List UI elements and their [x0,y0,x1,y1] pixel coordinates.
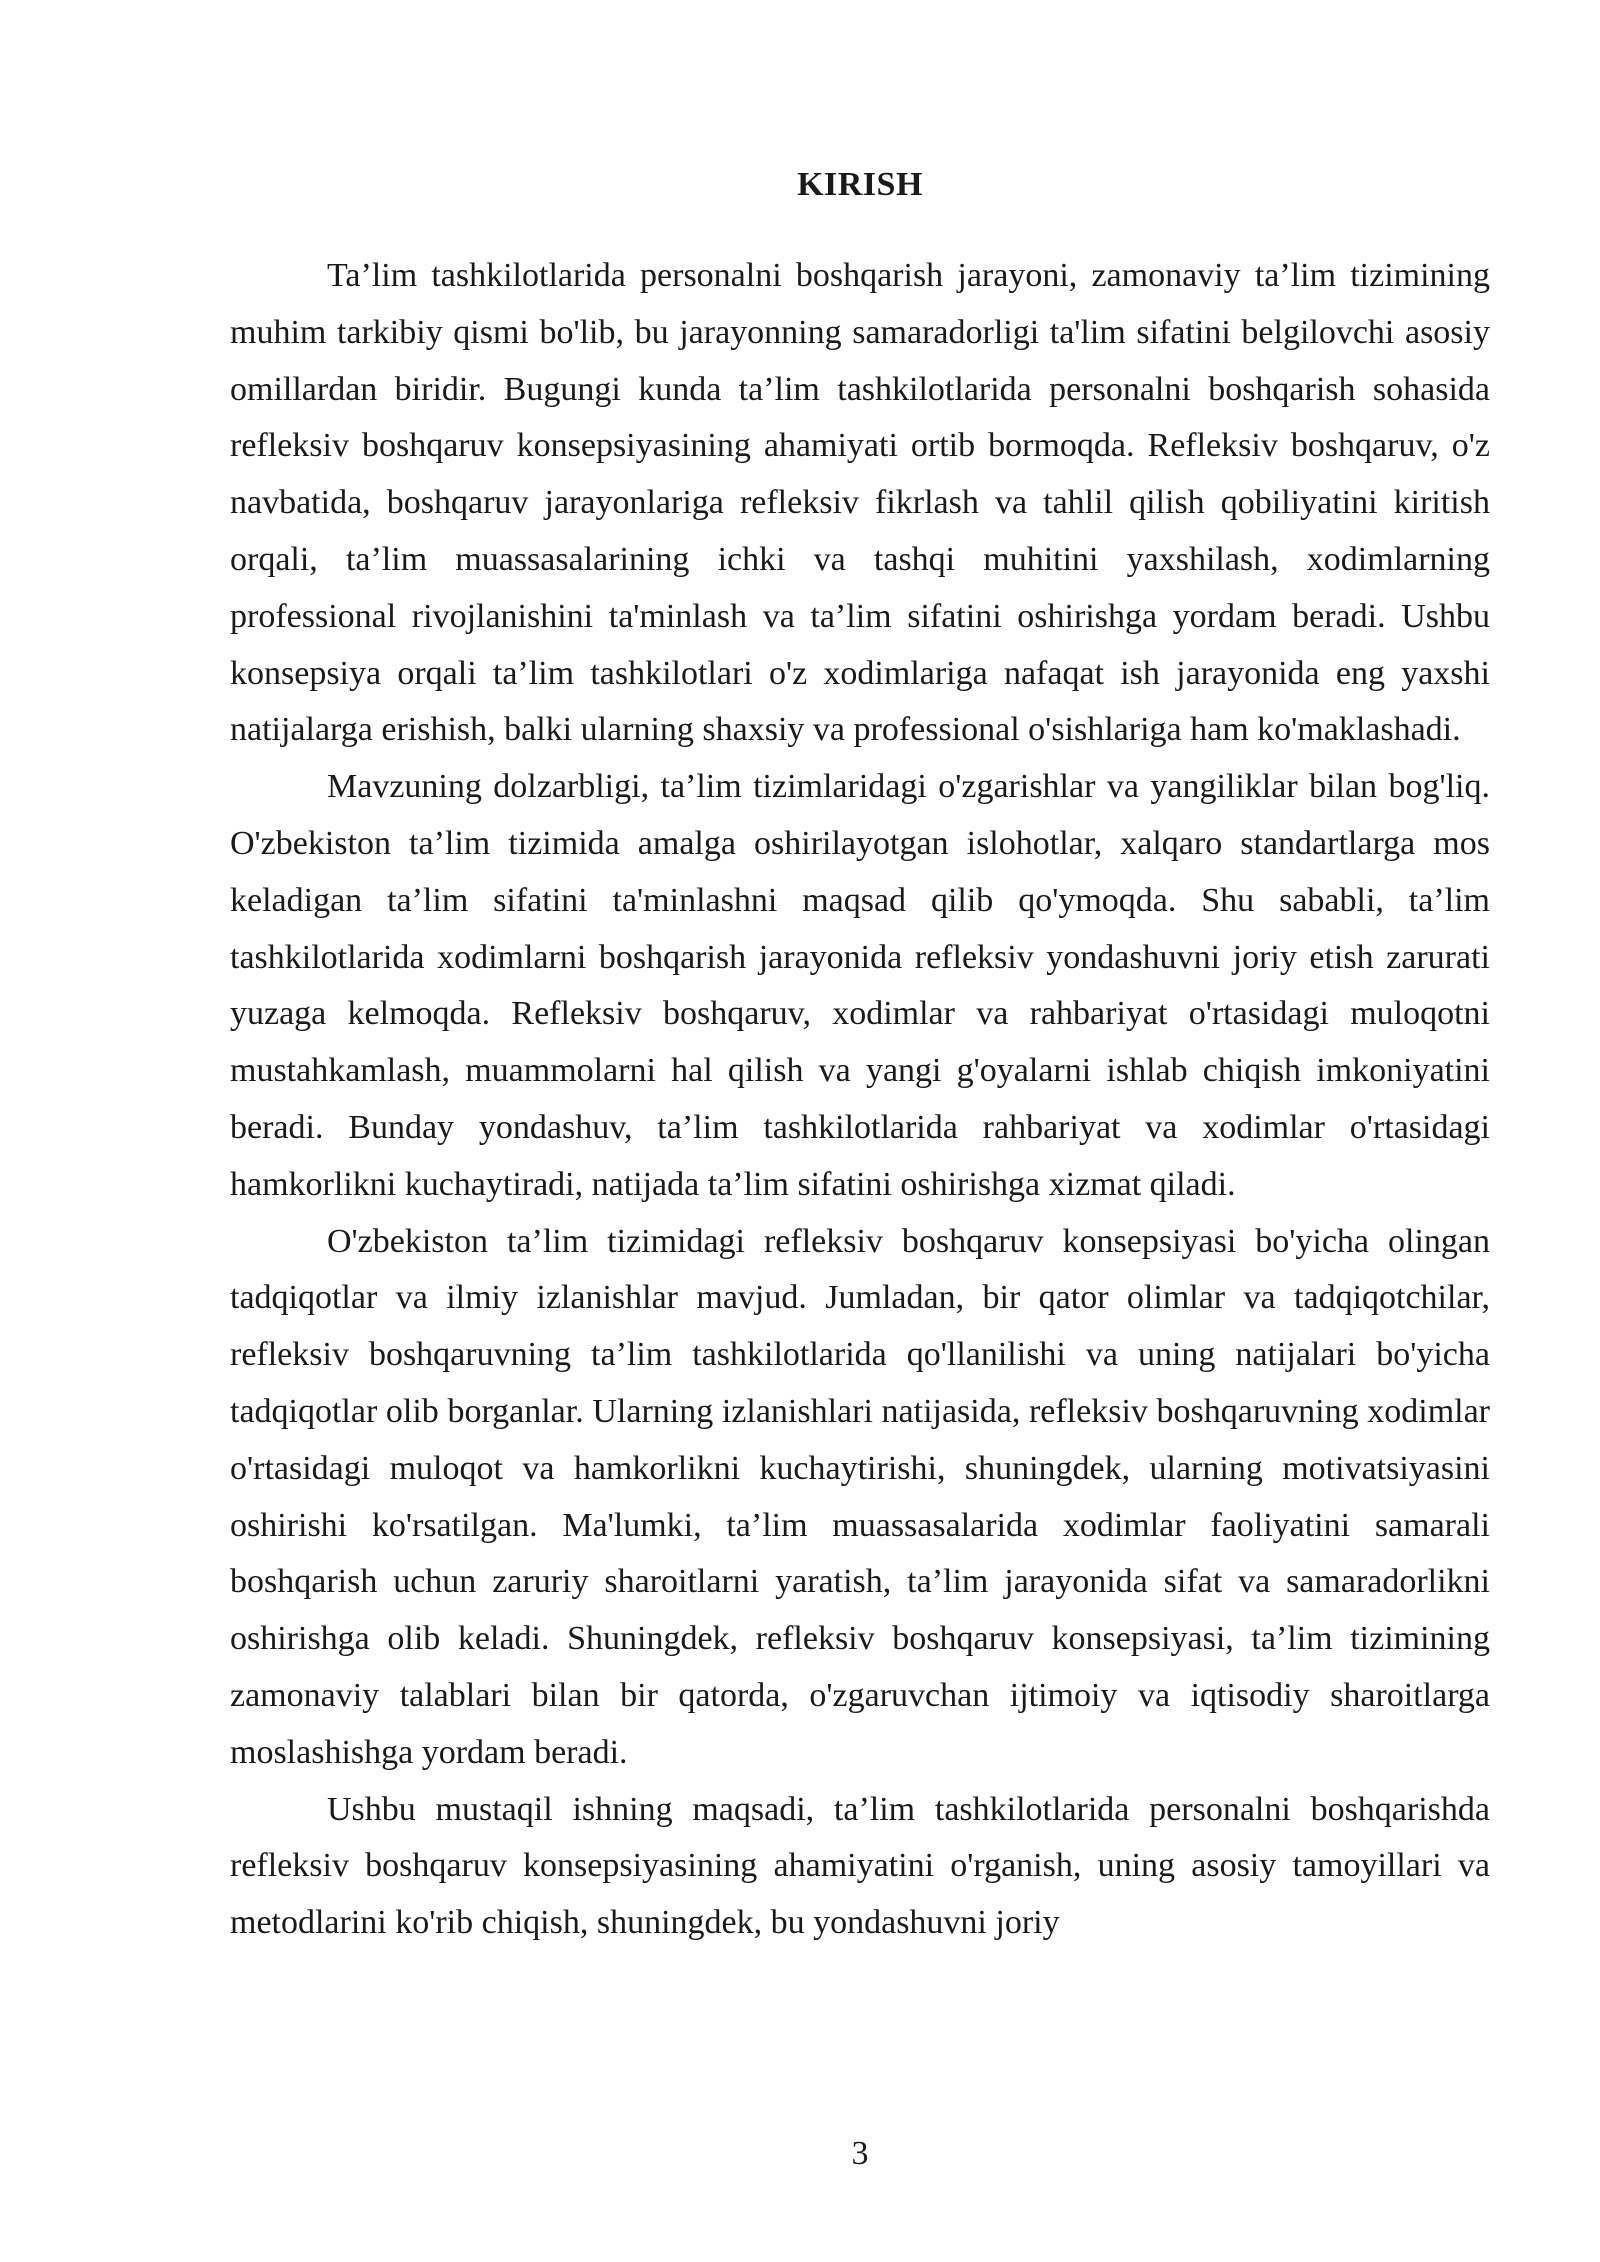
paragraph-1: Ta’lim tashkilotlarida personalni boshqarish jarayoni, zamonaviy ta’lim tizimining muhim tarkibiy qismi bo'lib, bu jarayonning samaradorligi ta'lim sifatini belgilovchi asosiy omillardan biridir. Bugungi kunda ta’lim tashkilotlarida personalni boshqarish sohasida refleksiv boshqaruv konsepsiyasining ahamiyati ortib bormoqda. Refleksiv boshqaruv, o'z navbatida, boshqaruv jarayonlariga refleksiv fikrlash va tahlil qilish qobiliyatini kiritish orqali, ta’lim muassasalarining ichki va tashqi muhitini yaxshilash, xodimlarning professional rivojlanishini ta'minlash va ta’lim sifatini oshirishga yordam beradi. Ushbu konsepsiya orqali ta’lim tashkilotlari o'z xodimlariga nafaqat ish jarayonida eng yaxshi natijalarga erishish, balki ularning shaxsiy va professional o'sishlariga ham ko'maklashadi. [230,257,1490,749]
page-number: 3 [851,2135,869,2172]
paragraph-2: Mavzuning dolzarbligi, ta’lim tizimlaridagi o'zgarishlar va yangiliklar bilan bog'liq. O'zbekiston ta’lim tizimida amalga oshirilayotgan islohotlar, xalqaro standartlarga mos keladigan ta’lim sifatini ta'minlashni maqsad qilib qo'ymoqda. Shu sababli, ta’lim tashkilotlarida xodimlarni boshqarish jarayonida refleksiv yondashuvni joriy etish zarurati yuzaga kelmoqda. Refleksiv boshqaruv, xodimlar va rahbariyat o'rtasidagi muloqotni mustahkamlash, muammolarni hal qilish va yangi g'oyalarni ishlab chiqish imkoniyatini beradi. Bunday yondashuv, ta’lim tashkilotlarida rahbariyat va xodimlar o'rtasidagi hamkorlikni kuchaytiradi, natijada ta’lim sifatini oshirishga xizmat qiladi. [230,768,1490,1203]
section-heading: KIRISH [797,166,923,203]
body-text [230,248,1490,1952]
paragraph-4: Ushbu mustaqil ishning maqsadi, ta’lim tashkilotlarida personalni boshqarishda refleksiv boshqaruv konsepsiyasining ahamiyatini o'rganish, uning asosiy tamoyillari va metodlarini ko'rib chiqish, shuningdek, bu yondashuvni joriy [230,1790,1490,1942]
paragraph-3: O'zbekiston ta’lim tizimidagi refleksiv boshqaruv konsepsiyasi bo'yicha olingan tadqiqotlar va ilmiy izlanishlar mavjud. Jumladan, bir qator olimlar va tadqiqotchilar, refleksiv boshqaruvning ta’lim tashkilotlarida qo'llanilishi va uning natijalari bo'yicha tadqiqotlar olib borganlar. Ularning izlanishlari natijasida, refleksiv boshqaruvning xodimlar o'rtasidagi muloqot va hamkorlikni kuchaytirishi, shuningdek, ularning motivatsiyasini oshirishi ko'rsatilgan. Ma'lumki, ta’lim muassasalarida xodimlar faoliyatini samarali boshqarish uchun zaruriy sharoitlarni yaratish, ta’lim jarayonida sifat va samaradorlikni oshirishga olib keladi. Shuningdek, refleksiv boshqaruv konsepsiyasi, ta’lim tizimining zamonaviy talablari bilan bir qatorda, o'zgaruvchan ijtimoiy va iqtisodiy sharoitlarga moslashishga yordam beradi. [230,1222,1490,1771]
